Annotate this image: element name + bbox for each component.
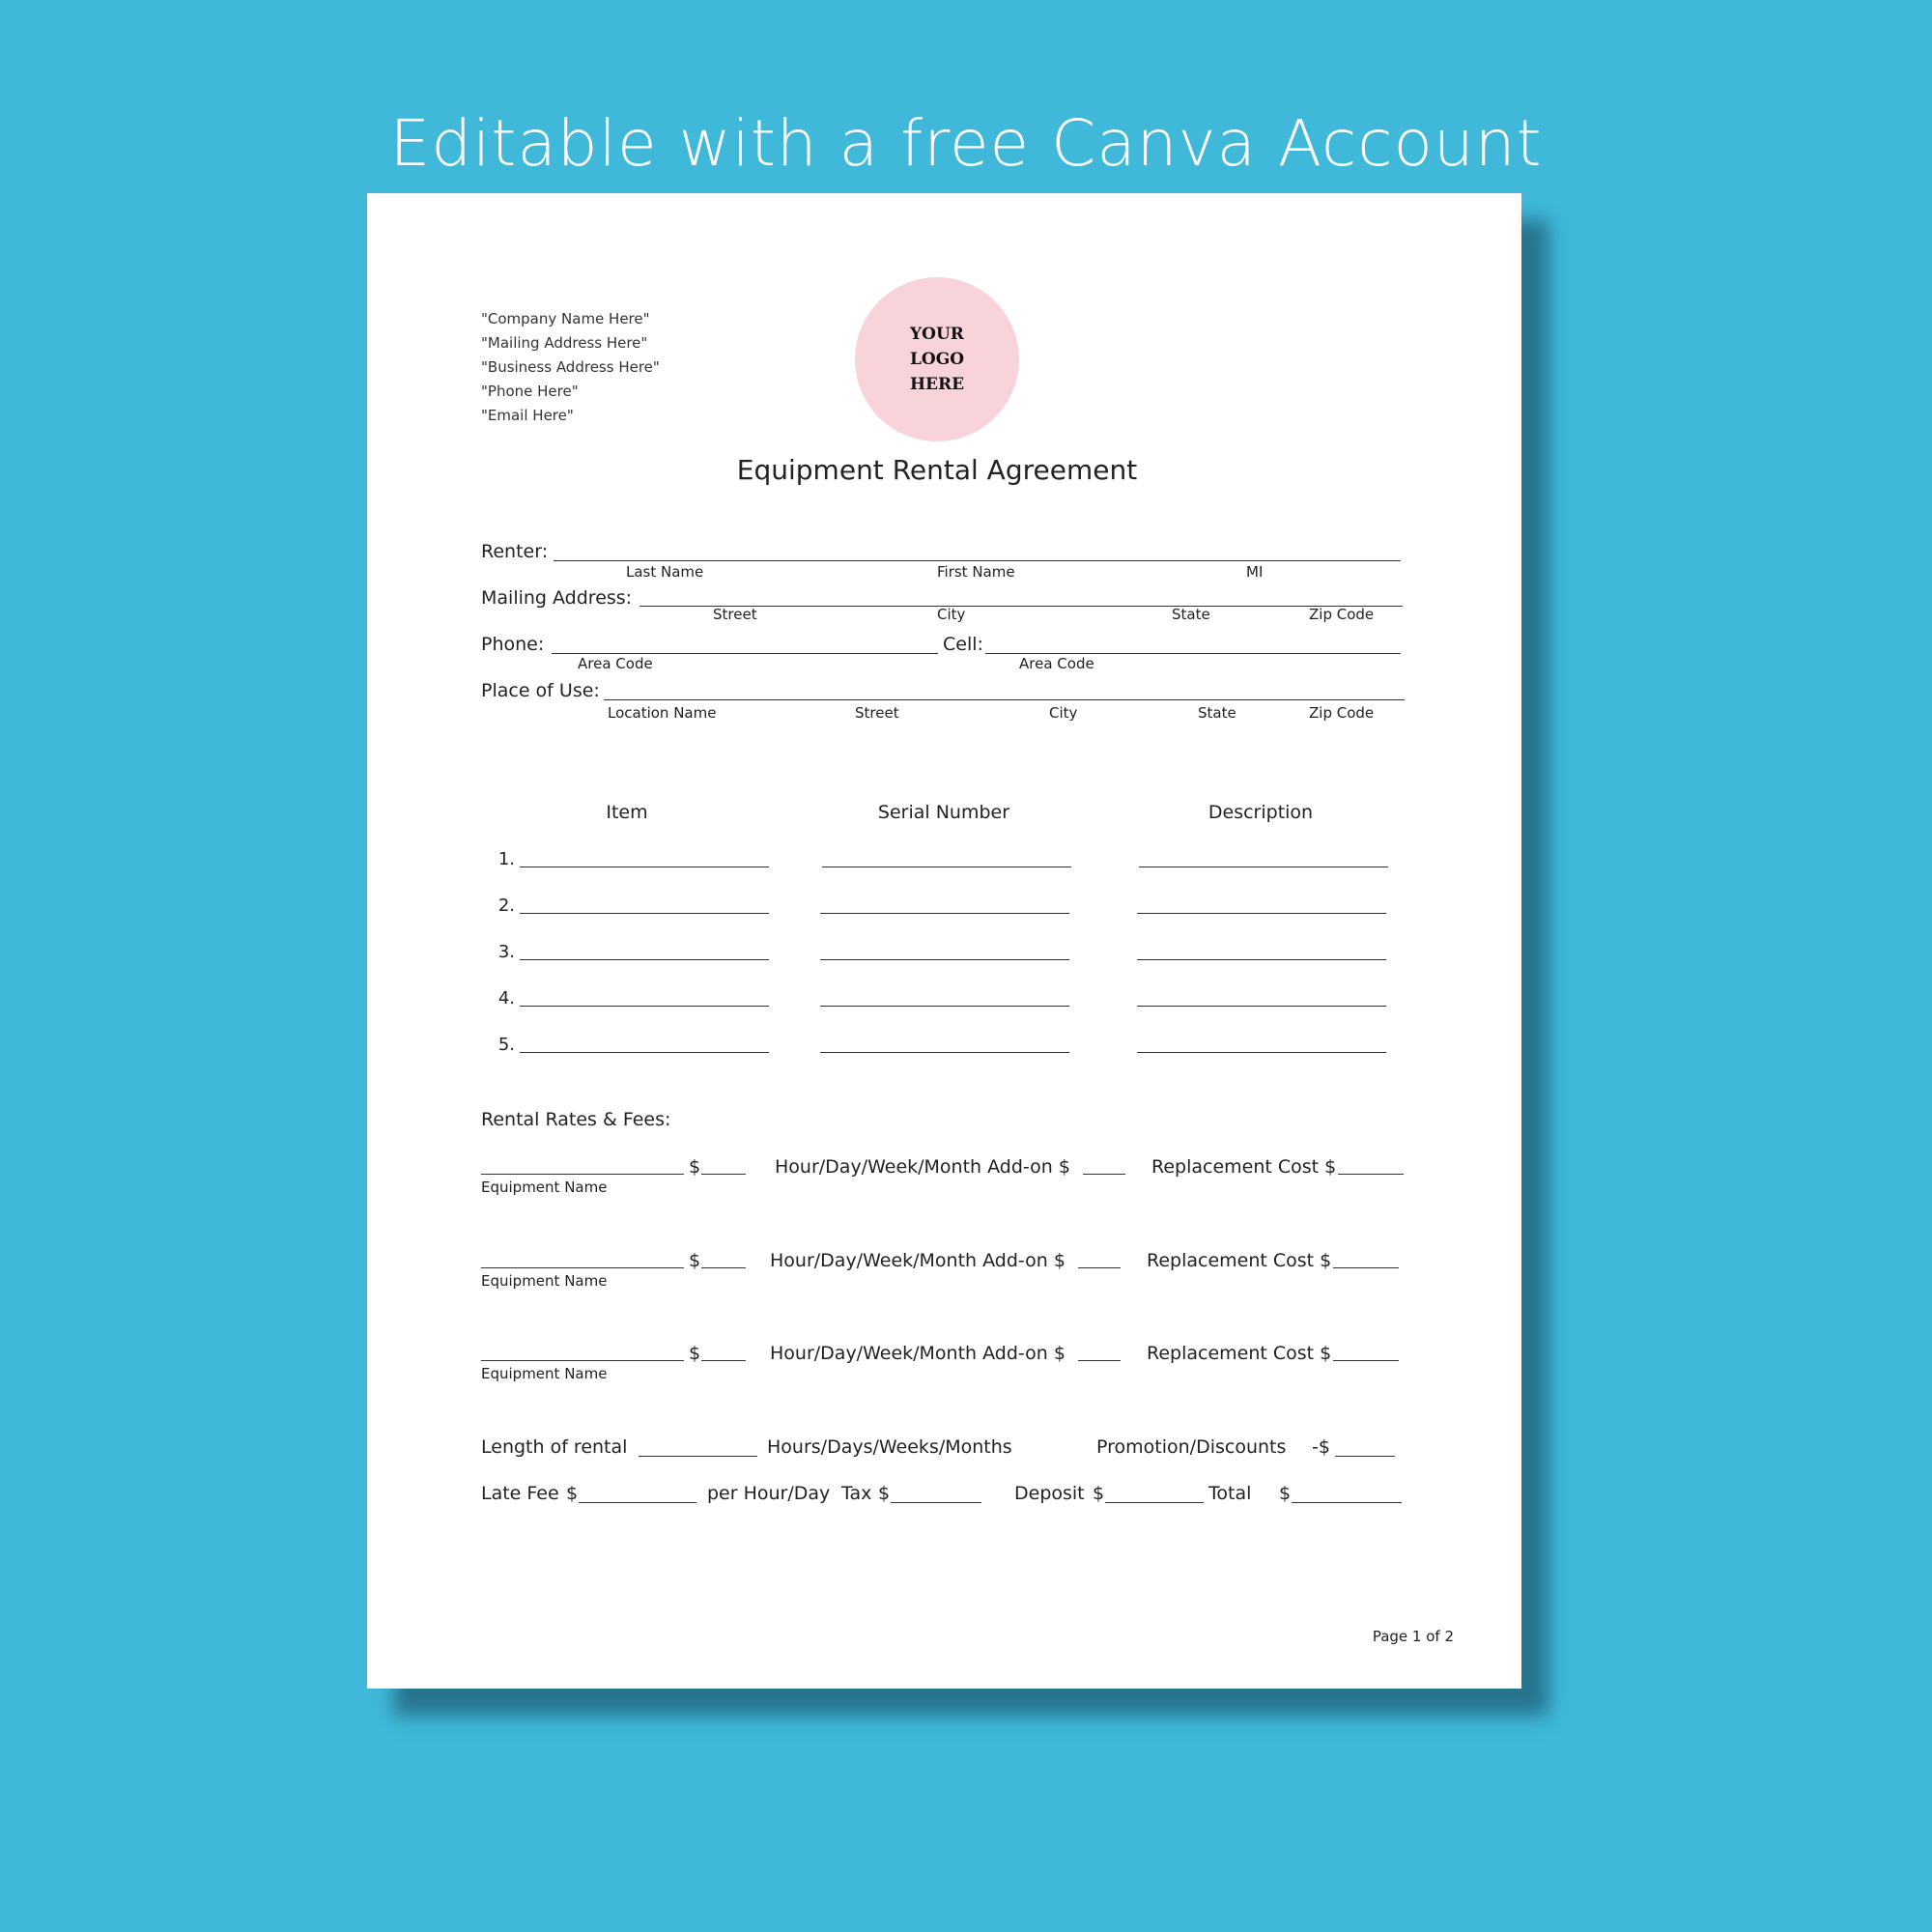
tax-label: Tax <box>841 1483 872 1504</box>
company-name[interactable]: "Company Name Here" <box>481 310 650 327</box>
renter-field[interactable] <box>554 560 1401 561</box>
equipment-name-field[interactable] <box>481 1174 684 1175</box>
location-name-sub: Location Name <box>608 704 717 722</box>
total-dollar: $ <box>1279 1483 1292 1504</box>
last-name-sub: Last Name <box>626 563 704 581</box>
total-label: Total <box>1208 1483 1252 1504</box>
add-on-field[interactable] <box>1083 1174 1125 1175</box>
mi-sub: MI <box>1246 563 1264 581</box>
business-address[interactable]: "Business Address Here" <box>481 358 660 376</box>
item-field[interactable] <box>520 1006 769 1007</box>
equipment-name-sub: Equipment Name <box>481 1365 608 1382</box>
cell-label: Cell: <box>943 634 983 655</box>
late-fee-dollar: $ <box>566 1483 579 1504</box>
serial-number-header: Serial Number <box>877 802 1010 823</box>
rate-field[interactable] <box>701 1360 746 1361</box>
late-fee-label: Late Fee <box>481 1483 559 1504</box>
item-field[interactable] <box>520 1052 769 1053</box>
description-header: Description <box>1208 802 1314 823</box>
logo-placeholder[interactable]: YOUR LOGO HERE <box>855 277 1019 441</box>
replacement-cost-label: Replacement Cost $ <box>1147 1343 1332 1364</box>
description-field[interactable] <box>1137 1006 1386 1007</box>
renter-label: Renter: <box>481 541 549 562</box>
replacement-cost-field[interactable] <box>1333 1360 1399 1361</box>
promotion-discounts-label: Promotion/Discounts <box>1096 1436 1287 1458</box>
place-city-sub: City <box>1049 704 1078 722</box>
banner-title: Editable with a free Canva Account <box>389 106 1543 181</box>
phone-field[interactable] <box>552 653 938 654</box>
item-number: 1. <box>497 849 515 869</box>
item-number: 4. <box>497 988 515 1009</box>
city-sub: City <box>937 606 966 623</box>
place-of-use-field[interactable] <box>604 699 1405 700</box>
serial-number-field[interactable] <box>820 1052 1069 1053</box>
equipment-name-field[interactable] <box>481 1267 684 1268</box>
equipment-name-field[interactable] <box>481 1360 684 1361</box>
item-number: 2. <box>497 895 515 916</box>
mailing-address[interactable]: "Mailing Address Here" <box>481 334 648 352</box>
per-hour-day: per Hour/Day <box>707 1483 831 1504</box>
promotion-discounts-field[interactable] <box>1335 1456 1395 1457</box>
promotion-sign: -$ <box>1312 1436 1330 1458</box>
add-on-field[interactable] <box>1078 1267 1121 1268</box>
replacement-cost-field[interactable] <box>1333 1267 1399 1268</box>
serial-number-field[interactable] <box>820 913 1069 914</box>
deposit-field[interactable] <box>1105 1502 1204 1503</box>
page-number: Page 1 of 2 <box>1372 1628 1454 1645</box>
item-header: Item <box>606 802 648 823</box>
document-page <box>367 193 1521 1689</box>
replacement-cost-label: Replacement Cost $ <box>1147 1250 1332 1271</box>
add-on-field[interactable] <box>1078 1360 1121 1361</box>
item-number: 3. <box>497 942 515 962</box>
serial-number-field[interactable] <box>820 1006 1069 1007</box>
rate-text: Hour/Day/Week/Month Add-on $ <box>770 1250 1065 1271</box>
cell-area-code-sub: Area Code <box>1019 655 1094 672</box>
equipment-name-sub: Equipment Name <box>481 1179 608 1196</box>
company-info <box>481 307 660 428</box>
phone-label: Phone: <box>481 634 545 655</box>
description-field[interactable] <box>1137 959 1386 960</box>
document-title: Equipment Rental Agreement <box>736 454 1138 486</box>
length-of-rental-label: Length of rental <box>481 1436 628 1458</box>
rate-text: Hour/Day/Week/Month Add-on $ <box>775 1156 1070 1178</box>
deposit-dollar: $ <box>1093 1483 1105 1504</box>
description-field[interactable] <box>1137 913 1386 914</box>
deposit-label: Deposit <box>1014 1483 1085 1504</box>
rate-field[interactable] <box>701 1267 746 1268</box>
length-of-rental-field[interactable] <box>639 1456 757 1457</box>
tax-field[interactable] <box>891 1502 981 1503</box>
zip-sub: Zip Code <box>1309 606 1375 623</box>
replacement-cost-label: Replacement Cost $ <box>1151 1156 1337 1178</box>
rental-rates-heading: Rental Rates & Fees: <box>481 1109 671 1130</box>
tax-dollar: $ <box>878 1483 891 1504</box>
equipment-name-sub: Equipment Name <box>481 1272 608 1290</box>
state-sub: State <box>1172 606 1210 623</box>
place-zip-sub: Zip Code <box>1309 704 1375 722</box>
rate-text: Hour/Day/Week/Month Add-on $ <box>770 1343 1065 1364</box>
serial-number-field[interactable] <box>820 959 1069 960</box>
company-phone[interactable]: "Phone Here" <box>481 383 579 400</box>
description-field[interactable] <box>1137 1052 1386 1053</box>
street-sub: Street <box>713 606 757 623</box>
rate-dollar: $ <box>689 1156 701 1178</box>
cell-field[interactable] <box>985 653 1401 654</box>
total-field[interactable] <box>1292 1502 1402 1503</box>
company-email[interactable]: "Email Here" <box>481 407 574 424</box>
rate-dollar: $ <box>689 1343 701 1364</box>
item-field[interactable] <box>520 959 769 960</box>
place-street-sub: Street <box>855 704 899 722</box>
item-number: 5. <box>497 1035 515 1055</box>
rental-units: Hours/Days/Weeks/Months <box>767 1436 1012 1458</box>
place-state-sub: State <box>1198 704 1236 722</box>
replacement-cost-field[interactable] <box>1338 1174 1404 1175</box>
rate-field[interactable] <box>701 1174 746 1175</box>
phone-area-code-sub: Area Code <box>578 655 653 672</box>
mailing-address-label: Mailing Address: <box>481 587 633 609</box>
rate-dollar: $ <box>689 1250 701 1271</box>
first-name-sub: First Name <box>937 563 1015 581</box>
item-field[interactable] <box>520 913 769 914</box>
place-of-use-label: Place of Use: <box>481 680 600 701</box>
late-fee-field[interactable] <box>579 1502 696 1503</box>
